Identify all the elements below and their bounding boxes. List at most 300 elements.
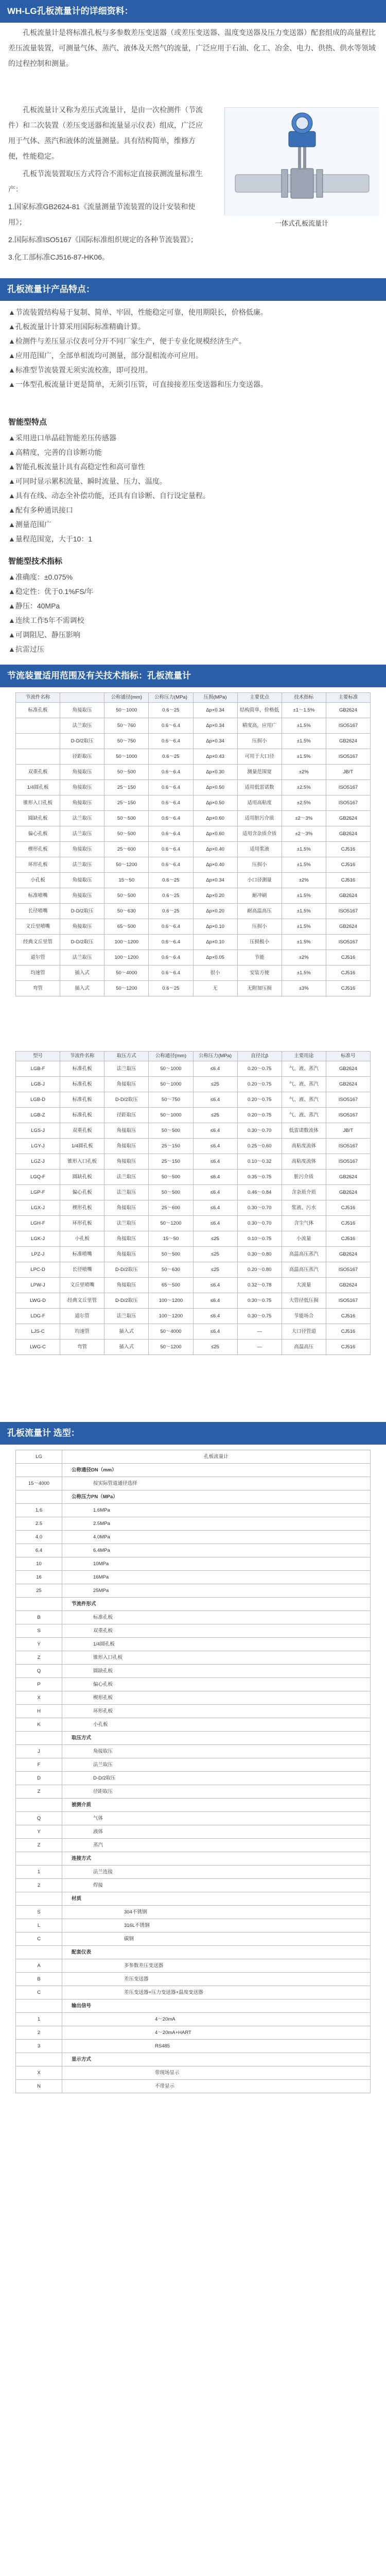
model-table-row: [16, 1123, 371, 1139]
table-cell: 法兰取压: [60, 857, 104, 873]
selection-code: 15～4000: [16, 1477, 62, 1490]
table-cell: 100～1200: [104, 950, 149, 965]
table-cell: 50～1200: [104, 981, 149, 996]
table-cell: ≤6.4: [193, 1309, 237, 1324]
intro-paragraph-2: 孔板流量计又称为差压式流量计，是由一次检测件（节流件）和二次装置（差压变送器和流量显示仪表）组成，广泛应用于气体、蒸汽和液体的流量测量。具有结构简单，维修方便，性能稳定。: [8, 106, 203, 160]
table-cell: 小流量: [282, 1231, 326, 1247]
table-cell: 偏心孔板: [60, 1185, 104, 1200]
selection-code: A: [16, 1959, 62, 1973]
table-cell: ±1.5%: [282, 734, 326, 749]
selection-title: 孔板流量计 选型：: [0, 1422, 386, 1445]
selection-code: Z: [16, 1651, 62, 1665]
table-cell: 0.20～0.75: [237, 1077, 282, 1092]
table-cell: 双重孔板: [60, 1123, 104, 1139]
selection-code: K: [16, 1718, 62, 1732]
table-cell: 安装方便: [237, 965, 282, 981]
standard-item: 2.国际标准ISO5167《国际标准组织规定的各种节流装置》；: [8, 235, 198, 244]
selection-code: [16, 1598, 62, 1611]
model-table-row: [16, 1278, 371, 1293]
table-cell: 25～150: [104, 795, 149, 811]
model-table-row: [16, 1154, 371, 1170]
table-cell: LDG-F: [16, 1309, 60, 1324]
selection-row: [16, 1624, 371, 1638]
table-cell: 0.20～0.75: [237, 1061, 282, 1077]
selection-desc: 10MPa: [62, 1557, 371, 1571]
selection-code: LG: [16, 1450, 62, 1464]
table-cell: —: [237, 1324, 282, 1340]
selection-desc: 差压变送器+压力变送器+温度变送器: [62, 1986, 371, 1999]
col-header: 压损(MPa): [193, 693, 237, 703]
selection-desc: RS485: [62, 2040, 371, 2053]
table-cell: ≤6.4: [193, 1185, 237, 1200]
table-cell: Δp×0.10: [193, 919, 237, 935]
table-cell: ±2～3%: [282, 826, 326, 842]
table-cell: Δp×0.50: [193, 780, 237, 795]
selection-code: B: [16, 1611, 62, 1624]
selection-row: [16, 1892, 371, 1906]
table-cell: 含尘气体: [282, 1216, 326, 1231]
table-cell: 0.30～0.70: [237, 1123, 282, 1139]
model-table-row: [16, 1293, 371, 1309]
table-cell: 0.20～0.75: [237, 1092, 282, 1108]
table-cell: 径距取压: [60, 749, 104, 765]
table-cell: 适用高粘度: [237, 795, 282, 811]
table-cell: 50～4000: [149, 1324, 193, 1340]
table-cell: ≤6.4: [193, 1216, 237, 1231]
model-table-row: [16, 1216, 371, 1231]
range-table-row: [16, 780, 371, 795]
table-cell: ±1.5%: [282, 842, 326, 857]
table-cell: D-D/2取压: [60, 734, 104, 749]
page-title-bar: [0, 0, 386, 23]
selection-code: B: [16, 1973, 62, 1986]
table-cell: 大口径管道: [282, 1324, 326, 1340]
table-cell: ±1.5%: [282, 749, 326, 765]
selection-desc: 锥形入口孔板: [62, 1651, 371, 1665]
range-table-row: [16, 981, 371, 996]
selection-desc: 小孔板: [62, 1718, 371, 1732]
model-table-row: [16, 1108, 371, 1123]
table-cell: 小孔板: [16, 873, 60, 888]
range-table-section: [0, 665, 386, 996]
table-cell: 0.6～25: [149, 873, 193, 888]
selection-desc: 标准孔板: [62, 1611, 371, 1624]
table-cell: 弯管: [60, 1340, 104, 1355]
selection-desc: 偏心孔板: [62, 1678, 371, 1691]
col-header: [60, 693, 104, 703]
table-cell: 50～630: [149, 1262, 193, 1278]
table-cell: 50～500: [104, 811, 149, 826]
table-cell: 适用脏污介质: [237, 811, 282, 826]
table-cell: 气、液、蒸汽: [282, 1092, 326, 1108]
table-cell: 圆缺孔板: [16, 811, 60, 826]
table-cell: 浆液、污水: [282, 1200, 326, 1216]
table-cell: 道尔管: [16, 950, 60, 965]
table-cell: LGP-F: [16, 1185, 60, 1200]
model-table-row: [16, 1077, 371, 1092]
table-cell: 法兰取压: [60, 826, 104, 842]
table-cell: 插入式: [104, 1324, 149, 1340]
table-cell: 法兰取压: [104, 1216, 149, 1231]
table-cell: 角接取压: [104, 1200, 149, 1216]
table-cell: LGX-J: [16, 1200, 60, 1216]
selection-desc: 圆缺孔板: [62, 1665, 371, 1678]
table-cell: 角接取压: [60, 919, 104, 935]
table-cell: 耐冲刷: [237, 888, 282, 904]
table-cell: 气、液、蒸汽: [282, 1108, 326, 1123]
selection-desc: 公称通径DN（mm）: [62, 1464, 371, 1477]
table-cell: 角接取压: [60, 888, 104, 904]
table-cell: 高温高压蒸汽: [282, 1262, 326, 1278]
selection-row: [16, 1504, 371, 1517]
selection-row: [16, 1531, 371, 1544]
table-cell: 适用含杂质介质: [237, 826, 282, 842]
table-cell: 50～500: [149, 1185, 193, 1200]
table-cell: 0.10～0.75: [237, 1231, 282, 1247]
table-cell: 均速管: [16, 965, 60, 981]
model-table-row: [16, 1092, 371, 1108]
col-header: 主要用途: [282, 1052, 326, 1061]
table-cell: 0.6～25: [149, 749, 193, 765]
table-cell: Δp×0.34: [193, 873, 237, 888]
table-cell: 插入式: [104, 1340, 149, 1355]
selection-desc: 双重孔板: [62, 1624, 371, 1638]
table-cell: Δp×0.34: [193, 734, 237, 749]
spec-item: ▲稳定性：优于0.1%FS/年: [8, 587, 94, 596]
range-table-row: [16, 703, 371, 718]
table-cell: Δp×0.30: [193, 765, 237, 780]
selection-desc: 304不锈钢: [62, 1906, 371, 1919]
selection-desc: 16MPa: [62, 1571, 371, 1584]
table-cell: 25～150: [149, 1154, 193, 1170]
table-cell: LWG-C: [16, 1340, 60, 1355]
range-table-row: [16, 811, 371, 826]
table-cell: Δp×0.20: [193, 888, 237, 904]
table-cell: 插入式: [60, 981, 104, 996]
table-cell: 15～50: [104, 873, 149, 888]
table-cell: 25～600: [149, 1200, 193, 1216]
table-cell: 角接取压: [60, 842, 104, 857]
table-cell: LWG-D: [16, 1293, 60, 1309]
table-cell: 可用于大口径: [237, 749, 282, 765]
table-cell: 适用浆液: [237, 842, 282, 857]
table-cell: LPW-J: [16, 1278, 60, 1293]
standards-list: [8, 199, 208, 265]
table-cell: ±1.5%: [282, 718, 326, 734]
table-cell: 气、液、蒸汽: [282, 1077, 326, 1092]
table-cell: GB2624: [326, 919, 370, 935]
selection-table-body: [16, 1450, 371, 2093]
selection-desc: 4～20mA+HART: [62, 2026, 371, 2040]
table-cell: [16, 718, 60, 734]
table-cell: 0.6～6.4: [149, 765, 193, 780]
table-cell: LPC-D: [16, 1262, 60, 1278]
selection-desc: 法兰连接: [62, 1866, 371, 1879]
table-cell: 高粘度流体: [282, 1139, 326, 1154]
range-table-row: [16, 904, 371, 919]
table-cell: D-D/2取压: [104, 1092, 149, 1108]
table-cell: ±1.5%: [282, 935, 326, 950]
selection-desc: 6.4MPa: [62, 1544, 371, 1557]
table-cell: 经典文丘里管: [60, 1293, 104, 1309]
selection-row: [16, 1933, 371, 1946]
table-cell: LGZ-J: [16, 1154, 60, 1170]
selection-desc: 25MPa: [62, 1584, 371, 1598]
col-header: 公称压力(MPa): [193, 1052, 237, 1061]
table-cell: 法兰取压: [104, 1185, 149, 1200]
selection-code: 1.6: [16, 1504, 62, 1517]
table-cell: LGY-J: [16, 1139, 60, 1154]
selection-row: [16, 2066, 371, 2080]
table-cell: 低雷诺数流体: [282, 1123, 326, 1139]
smart-item: ▲测量范围广: [8, 520, 51, 529]
table-cell: 很小: [193, 965, 237, 981]
table-cell: 50～1000: [104, 749, 149, 765]
selection-row: [16, 2013, 371, 2026]
table-cell: 法兰取压: [60, 718, 104, 734]
table-cell: 标准孔板: [60, 1108, 104, 1123]
selection-code: H: [16, 1705, 62, 1718]
table-cell: ±1.5%: [282, 888, 326, 904]
table-cell: 环形孔板: [60, 1216, 104, 1231]
table-cell: 0.6～6.4: [149, 780, 193, 795]
table-cell: 角接取压: [60, 873, 104, 888]
table-cell: ±2～3%: [282, 811, 326, 826]
selection-desc: 配套仪表: [62, 1946, 371, 1959]
table-cell: 0.46～0.84: [237, 1185, 282, 1200]
intro-section: [0, 25, 386, 272]
selection-code: 4.0: [16, 1531, 62, 1544]
table-cell: 角接取压: [104, 1077, 149, 1092]
table-cell: ISO5167: [326, 1139, 370, 1154]
col-header: 公称通径(mm): [149, 1052, 193, 1061]
intro-paragraph-3: 孔板节流装置取压方式符合不需标定直接获测流量标准生产：: [8, 170, 203, 193]
model-table-row: [16, 1324, 371, 1340]
spec-item: ▲静压：40MPa: [8, 602, 60, 610]
selection-desc: 法兰取压: [62, 1758, 371, 1772]
table-cell: 角接取压: [104, 1139, 149, 1154]
model-table-body: [16, 1061, 371, 1355]
standard-item: 3.化工部标准CJ516-87-HK06。: [8, 253, 110, 261]
selection-code: [16, 1464, 62, 1477]
table-cell: 50～1200: [104, 857, 149, 873]
table-cell: ≤6.4: [193, 1278, 237, 1293]
table-cell: D-D/2取压: [60, 904, 104, 919]
table-cell: 标准喷嘴: [60, 1247, 104, 1262]
selection-row: [16, 1490, 371, 1504]
table-cell: GB2624: [326, 1170, 370, 1185]
table-cell: 无附加压损: [237, 981, 282, 996]
range-table-body: [16, 703, 371, 996]
table-cell: GB2624: [326, 703, 370, 718]
table-cell: 标准喷嘴: [16, 888, 60, 904]
table-cell: LGH-F: [16, 1216, 60, 1231]
smart-item: ▲采用进口单晶硅智能差压传感器: [8, 434, 116, 442]
selection-code: J: [16, 1745, 62, 1758]
table-cell: 压损小: [237, 857, 282, 873]
range-table-header: [16, 693, 371, 703]
table-cell: 压损极小: [237, 935, 282, 950]
selection-code: S: [16, 1624, 62, 1638]
selection-row: [16, 1678, 371, 1691]
table-cell: 高温高压: [282, 1340, 326, 1355]
product-image: [224, 107, 379, 215]
table-cell: LJS-C: [16, 1324, 60, 1340]
model-table-row: [16, 1309, 371, 1324]
selection-code: X: [16, 2066, 62, 2080]
table-cell: D-D/2取压: [104, 1262, 149, 1278]
table-cell: 50～750: [149, 1092, 193, 1108]
table-cell: GB2624: [326, 1061, 370, 1077]
selection-code: N: [16, 2080, 62, 2093]
col-header: 型号: [16, 1052, 60, 1061]
table-cell: Δp×0.05: [193, 950, 237, 965]
table-cell: 0.20～0.75: [237, 1108, 282, 1123]
table-cell: 角接取压: [104, 1247, 149, 1262]
table-cell: 标准孔板: [60, 1061, 104, 1077]
table-cell: CJ516: [326, 965, 370, 981]
table-cell: CJ516: [326, 950, 370, 965]
selection-code: 2.5: [16, 1517, 62, 1531]
table-cell: ±2.5%: [282, 780, 326, 795]
selection-code: Y: [16, 1825, 62, 1839]
selection-desc: 按实际管道通径选择: [62, 1477, 371, 1490]
selection-row: [16, 1866, 371, 1879]
selection-row: [16, 1464, 371, 1477]
selection-code: 1: [16, 1866, 62, 1879]
selection-code: C: [16, 1986, 62, 1999]
table-cell: 插入式: [60, 965, 104, 981]
table-cell: 0.35～0.75: [237, 1170, 282, 1185]
table-cell: 角接取压: [60, 780, 104, 795]
table-cell: 大流量: [282, 1278, 326, 1293]
table-cell: LGQ-F: [16, 1170, 60, 1185]
table-cell: ≤6.4: [193, 1061, 237, 1077]
table-cell: Δp×0.34: [193, 703, 237, 718]
table-cell: ISO5167: [326, 1293, 370, 1309]
table-cell: 精度高，应用广: [237, 718, 282, 734]
table-cell: ≤6.4: [193, 1324, 237, 1340]
table-cell: 经典文丘里管: [16, 935, 60, 950]
table-cell: LPZ-J: [16, 1247, 60, 1262]
table-cell: CJ516: [326, 857, 370, 873]
table-cell: LGB-D: [16, 1092, 60, 1108]
table-cell: 0.32～0.78: [237, 1278, 282, 1293]
table-cell: ±1.5%: [282, 965, 326, 981]
selection-desc: 多参数差压变送器: [62, 1959, 371, 1973]
table-cell: ISO5167: [326, 718, 370, 734]
table-cell: 均速管: [60, 1324, 104, 1340]
selection-row: [16, 1812, 371, 1825]
selection-desc: 差压变送器: [62, 1973, 371, 1986]
table-cell: 标准孔板: [60, 1077, 104, 1092]
model-table-header: [16, 1052, 371, 1061]
table-cell: Δp×0.60: [193, 826, 237, 842]
range-table-row: [16, 919, 371, 935]
table-cell: CJ516: [326, 1309, 370, 1324]
spec-item: ▲可调阻尼、静压影响: [8, 631, 80, 639]
table-cell: 0.6～6.4: [149, 795, 193, 811]
table-cell: ±1.5%: [282, 904, 326, 919]
selection-row: [16, 1919, 371, 1933]
table-cell: 小孔板: [60, 1231, 104, 1247]
table-cell: 压损小: [237, 919, 282, 935]
selection-code: 16: [16, 1571, 62, 1584]
col-header: 节流件名称: [16, 693, 60, 703]
selection-code: Q: [16, 1665, 62, 1678]
selection-desc: 显示方式: [62, 2053, 371, 2066]
table-cell: 文丘里喷嘴: [60, 1278, 104, 1293]
table-cell: Δp×0.40: [193, 842, 237, 857]
selection-table: [15, 1450, 371, 2093]
selection-desc: 碳钢: [62, 1933, 371, 1946]
selection-desc: 材质: [62, 1892, 371, 1906]
selection-row: [16, 1732, 371, 1745]
table-cell: ISO5167: [326, 1154, 370, 1170]
table-cell: GB2624: [326, 811, 370, 826]
table-cell: 25～150: [149, 1139, 193, 1154]
selection-code: D: [16, 1772, 62, 1785]
selection-row: [16, 2026, 371, 2040]
table-cell: 15～50: [149, 1231, 193, 1247]
table-cell: 50～630: [104, 904, 149, 919]
table-cell: 圆缺孔板: [60, 1170, 104, 1185]
selection-desc: 2.5MPa: [62, 1517, 371, 1531]
selection-row: [16, 1745, 371, 1758]
table-cell: 高温高压蒸汽: [282, 1247, 326, 1262]
table-cell: 0.6～6.4: [149, 935, 193, 950]
col-header: 主要优点: [237, 693, 282, 703]
table-cell: 65～500: [104, 919, 149, 935]
feature-item: ▲应用范围广，全部单相流均可测量，部分混相流亦可应用。: [8, 351, 203, 360]
selection-code: S: [16, 1906, 62, 1919]
table-cell: ±2%: [282, 765, 326, 780]
product-image-caption: 一体式孔板流量计: [274, 219, 328, 227]
table-cell: 法兰取压: [60, 811, 104, 826]
feature-item: ▲孔板流量计计算采用国际标准精确计算。: [8, 323, 145, 331]
tech-specs-title: 智能型技术指标: [8, 557, 63, 566]
table-cell: ISO5167: [326, 904, 370, 919]
selection-code: 2: [16, 2026, 62, 2040]
table-cell: 0.30～0.70: [237, 1216, 282, 1231]
selection-row: [16, 1772, 371, 1785]
table-cell: 50～500: [149, 1170, 193, 1185]
table-cell: 角接取压: [60, 795, 104, 811]
table-cell: ±2.5%: [282, 795, 326, 811]
spec-item: ▲准确度：±0.075%: [8, 573, 73, 581]
table-cell: 角接取压: [104, 1154, 149, 1170]
table-cell: CJ516: [326, 1340, 370, 1355]
model-table-row: [16, 1061, 371, 1077]
selection-desc: 液体: [62, 1825, 371, 1839]
model-table-row: [16, 1231, 371, 1247]
selection-code: C: [16, 1933, 62, 1946]
table-cell: 25～600: [104, 842, 149, 857]
table-cell: CJ516: [326, 981, 370, 996]
table-cell: 50～500: [104, 888, 149, 904]
model-table-row: [16, 1262, 371, 1278]
selection-row: [16, 1718, 371, 1732]
table-cell: ±1.5%: [282, 857, 326, 873]
selection-row: [16, 1852, 371, 1866]
table-cell: 0.20～0.80: [237, 1262, 282, 1278]
model-table-row: [16, 1340, 371, 1355]
selection-desc: 输出信号: [62, 1999, 371, 2013]
table-cell: 50～500: [149, 1123, 193, 1139]
smart-item: ▲配有多种通讯接口: [8, 506, 73, 514]
selection-code: [16, 2053, 62, 2066]
selection-code: 6.4: [16, 1544, 62, 1557]
